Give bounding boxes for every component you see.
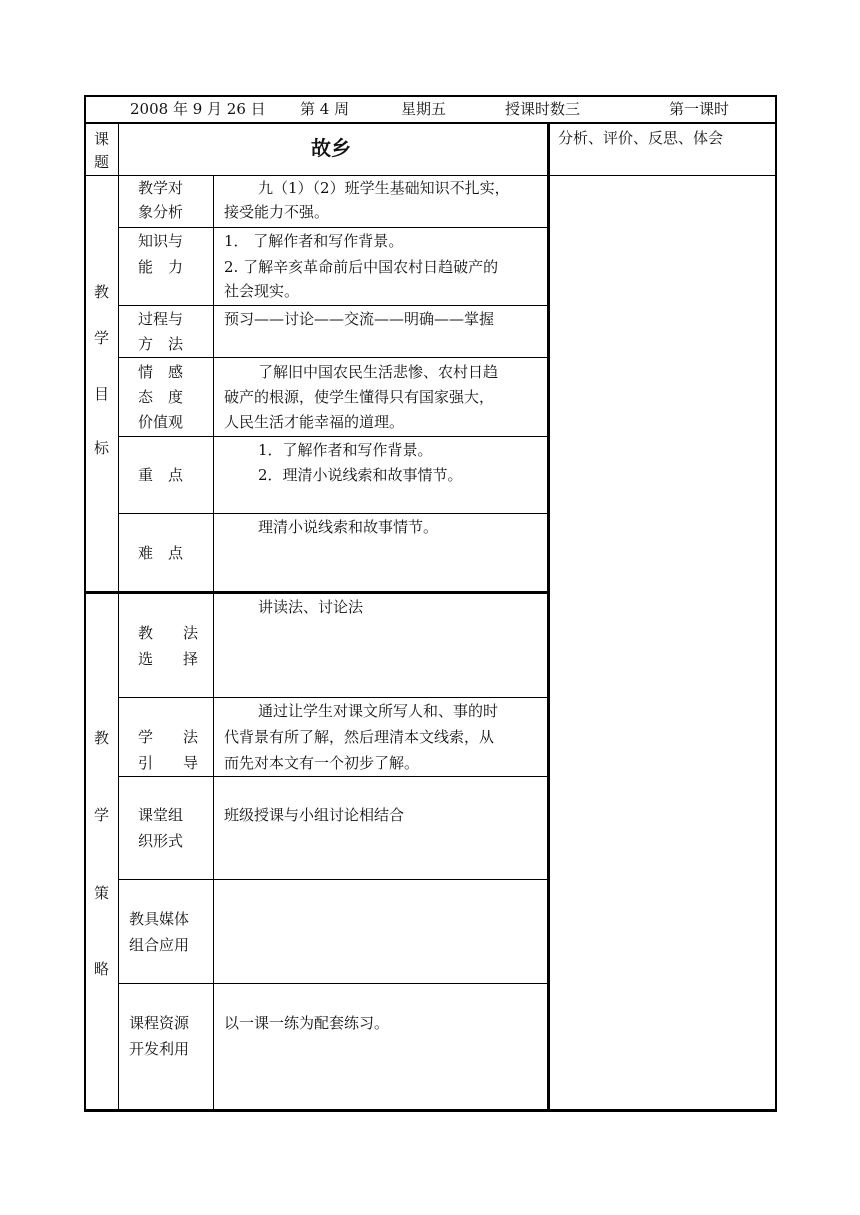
row-label: 课堂组 xyxy=(138,806,184,824)
row-label: 教 法 xyxy=(138,624,199,642)
row-content: 2．理清小说线索和故事情节。 xyxy=(258,466,463,484)
row-content: 社会现实。 xyxy=(224,282,300,300)
row-label: 能 力 xyxy=(138,258,184,276)
strategy-side-label: 学 xyxy=(94,806,110,824)
row-label: 方 法 xyxy=(138,335,184,353)
strategy-side-label: 教 xyxy=(94,729,110,747)
strategy-side-label: 策 xyxy=(94,884,110,902)
row-label: 象分析 xyxy=(138,203,184,221)
row-content: 九（1）（2）班学生基础知识不扎实， xyxy=(258,179,510,197)
row-label: 引 导 xyxy=(138,754,199,772)
topic-label: 课 xyxy=(94,130,110,148)
header-week: 第 4 周 xyxy=(300,100,350,118)
row-label: 教具媒体 xyxy=(129,910,190,928)
row-label: 开发利用 xyxy=(129,1040,190,1058)
row-label: 价值观 xyxy=(138,413,184,431)
row-content: 预习——讨论——交流——明确——掌握 xyxy=(224,310,495,328)
row-label: 过程与 xyxy=(138,310,184,328)
row-label: 教学对 xyxy=(138,179,184,197)
row-content: 了解旧中国农民生活悲惨、农村日趋 xyxy=(258,363,499,381)
header-date: 2008 年 9 月 26 日 xyxy=(130,100,266,118)
row-content: 1． 了解作者和写作背景。 xyxy=(224,232,404,250)
header-lesson: 第一课时 xyxy=(669,100,730,118)
row-content: 人民生活才能幸福的道理。 xyxy=(224,413,405,431)
row-label: 选 择 xyxy=(138,650,199,668)
row-content: 班级授课与小组讨论相结合 xyxy=(224,806,405,824)
row-label: 情 感 xyxy=(138,363,184,381)
topic-label: 题 xyxy=(94,153,110,171)
strategy-side-label: 略 xyxy=(94,960,110,978)
goals-side-label: 学 xyxy=(94,329,110,347)
goals-side-label: 教 xyxy=(94,283,110,301)
row-content: 代背景有所了解，然后理清本文线索，从 xyxy=(224,728,495,746)
header-weekday: 星期五 xyxy=(401,100,447,118)
row-label: 知识与 xyxy=(138,232,184,250)
row-label: 组合应用 xyxy=(129,936,190,954)
row-content: 破产的根源，使学生懂得只有国家强大， xyxy=(224,388,495,406)
goals-side-label: 目 xyxy=(94,385,110,403)
row-label: 织形式 xyxy=(138,832,184,850)
row-label: 学 法 xyxy=(138,728,199,746)
header-class-count: 授课时数三 xyxy=(505,100,581,118)
row-content: 通过让学生对课文所写人和、事的时 xyxy=(258,702,499,720)
row-content: 理清小说线索和故事情节。 xyxy=(258,518,439,536)
row-content: 接受能力不强。 xyxy=(224,203,330,221)
row-content: 而先对本文有一个初步了解。 xyxy=(224,754,420,772)
row-label: 态 度 xyxy=(138,388,184,406)
row-content: 2. 了解辛亥革命前后中国农村日趋破产的 xyxy=(224,258,499,276)
row-content: 以一课一练为配套练习。 xyxy=(224,1014,390,1032)
row-label: 重 点 xyxy=(138,466,184,484)
reflection-header: 分析、评价、反思、体会 xyxy=(558,129,724,147)
row-content: 讲读法、讨论法 xyxy=(258,598,364,616)
row-label: 课程资源 xyxy=(129,1014,190,1032)
row-content: 1．了解作者和写作背景。 xyxy=(258,441,433,459)
row-label: 难 点 xyxy=(138,544,184,562)
page-title: 故乡 xyxy=(311,136,351,160)
goals-side-label: 标 xyxy=(94,439,110,457)
